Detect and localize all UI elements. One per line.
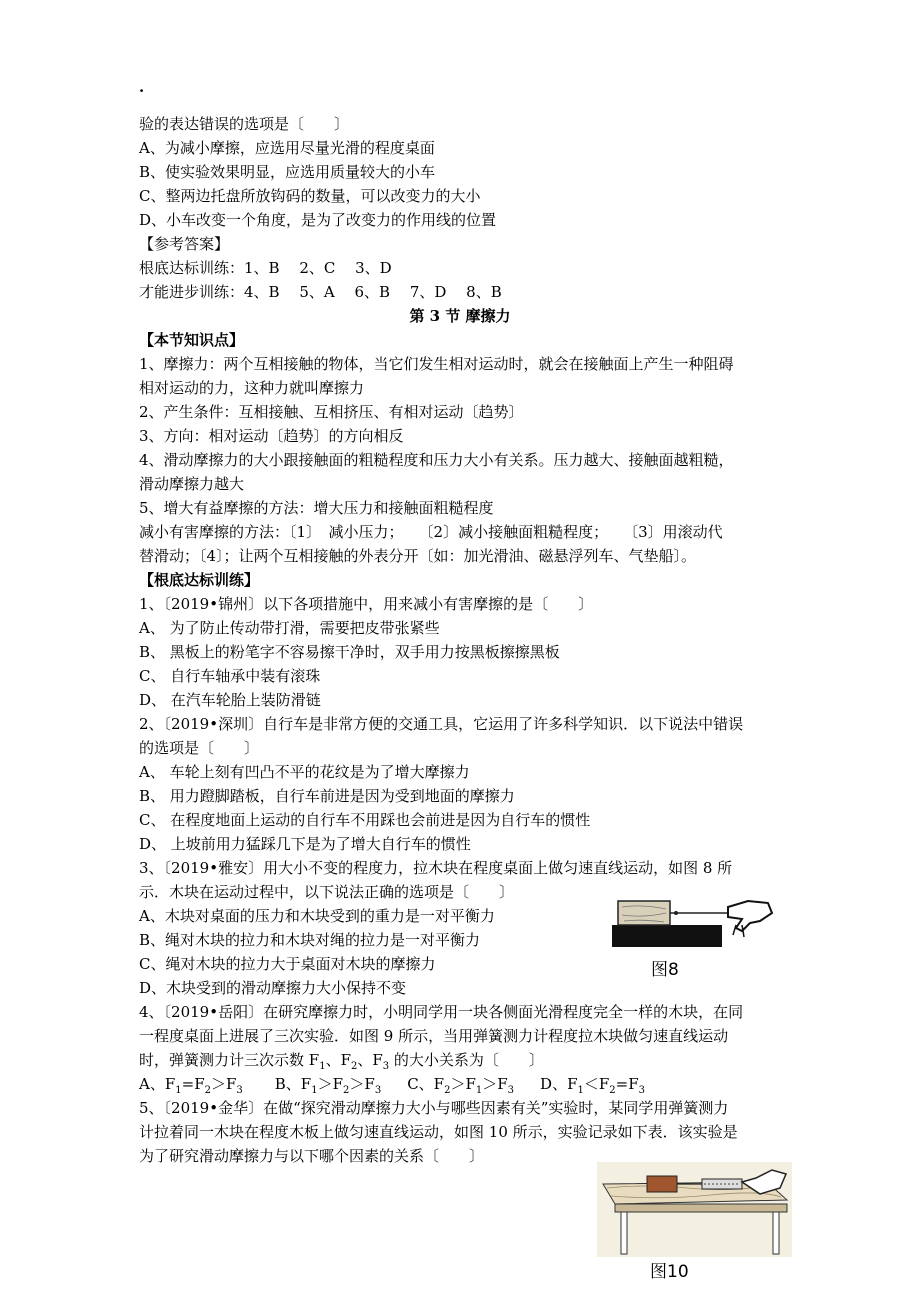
text-line: 的选项是〔 〕 xyxy=(139,739,260,757)
option-d: D、 上坡前用力猛踩几下是为了增大自行车的惯性 xyxy=(139,835,471,853)
answer-heading: 【参考答案】 xyxy=(139,235,230,253)
option-c: C、$F_2>F_1>F_3$ xyxy=(407,1075,515,1096)
option-a: A、 车轮上刻有凹凸不平的花纹是为了增大摩擦力 xyxy=(139,763,470,781)
question-2: 2、〔2019•深圳〕自行车是非常方便的交通工具，它运用了许多科学知识．以下说法中错误 xyxy=(139,715,744,733)
option-a: A、木块对桌面的压力和木块受到的重力是一对平衡力 xyxy=(139,907,495,925)
option-a: A、$F_1=F_2>F_3$ xyxy=(139,1075,243,1096)
option-a: A、为减小摩擦，应选用尽量光滑的程度桌面 xyxy=(139,139,435,157)
text-line: 相对运动的力，这种力就叫摩擦力 xyxy=(139,379,365,397)
text-line: 替滑动；〔4〕；让两个互相接触的外表分开〔如：加光滑油、磁悬浮列车、气垫船〕。 xyxy=(139,547,697,565)
question-3: 3、〔2019•雅安〕用大小不变的程度力，拉木块在程度桌面上做匀速直线运动，如图 8 所 xyxy=(139,859,733,877)
option-d: D、$F_1<F_2=F_3$ xyxy=(540,1075,646,1096)
option-d: D、木块受到的滑动摩擦力大小保持不变 xyxy=(139,979,407,997)
option-a: A、 为了防止传动带打滑，需要把皮带张紧些 xyxy=(139,619,440,637)
text-line: 验的表达错误的选项是〔 〕 xyxy=(139,115,350,133)
question-5: 5、〔2019•金华〕在做“探究滑动摩擦力大小与哪些因素有关”实验时，某同学用弹簧测力 xyxy=(139,1099,729,1117)
option-b: B、使实验效果明显，应选用质量较大的小车 xyxy=(139,163,436,181)
text-line: 为了研究滑动摩擦力与以下哪个因素的关系〔 〕 xyxy=(139,1147,485,1165)
option-d: D、 在汽车轮胎上装防滑链 xyxy=(139,691,321,709)
text-line: 4、滑动摩擦力的大小跟接触面的粗糙程度和压力大小有关系。压力越大、接触面越粗糙， xyxy=(139,451,734,469)
question-1: 1、〔2019•锦州〕以下各项措施中，用来减小有害摩擦的是〔 〕 xyxy=(139,595,594,613)
option-c: C、 在程度地面上运动的自行车不用踩也会前进是因为自行车的惯性 xyxy=(139,811,591,829)
option-d: D、小车改变一个角度，是为了改变力的作用线的位置 xyxy=(139,211,497,229)
text-line: 滑动摩擦力越大 xyxy=(139,475,245,493)
option-b: B、 用力蹬脚踏板，自行车前进是因为受到地面的摩擦力 xyxy=(139,787,515,805)
text-line: 5、增大有益摩擦的方法：增大压力和接触面粗糙程度 xyxy=(139,499,494,517)
section-title: 第 3 节 摩擦力 xyxy=(409,307,511,325)
text-line: 计拉着同一木块在程度木板上做匀速直线运动，如图 10 所示，实验记录如下表．该实验是 xyxy=(139,1123,738,1141)
answer-basic: 根底达标训练：1、B 2、C 3、D xyxy=(139,259,392,277)
knowledge-heading: 【本节知识点】 xyxy=(139,331,245,349)
basic-training-heading: 【根底达标训练】 xyxy=(139,571,260,589)
option-b: B、 黑板上的粉笔字不容易擦干净时，双手用力按黑板擦擦黑板 xyxy=(139,643,560,661)
answer-advanced: 才能进步训练：4、B 5、A 6、B 7、D 8、B xyxy=(139,283,502,301)
text-line: 示．木块在运动过程中，以下说法正确的选项是〔 〕 xyxy=(139,883,515,901)
option-c: C、整两边托盘所放钩码的数量，可以改变力的大小 xyxy=(139,187,481,205)
figure-8-image xyxy=(610,895,775,950)
text-line: 3、方向：相对运动〔趋势〕的方向相反 xyxy=(139,427,404,445)
question-4: 4、〔2019•岳阳〕在研究摩擦力时，小明同学用一块各侧面光滑程度完全一样的木块，在同 xyxy=(139,1003,744,1021)
text-line: 减小有害摩擦的方法：〔1〕 减小压力； 〔2〕减小接触面粗糙程度； 〔3〕用滚动代 xyxy=(139,523,723,541)
figure-8-caption: 图8 xyxy=(651,960,679,980)
option-c: C、绳对木块的拉力大于桌面对木块的摩擦力 xyxy=(139,955,436,973)
q4-line3: 时，弹簧测力计三次示数 $F_1$、$F_2$、$F_3$ 的大小关系为〔 〕 xyxy=(139,1051,544,1072)
option-c: C、 自行车轴承中装有滚珠 xyxy=(139,667,321,685)
option-b: B、$F_1>F_2>F_3$ xyxy=(274,1075,382,1096)
option-b: B、绳对木块的拉力和木块对绳的拉力是一对平衡力 xyxy=(139,931,481,949)
text-line: 2、产生条件：互相接触、互相挤压、有相对运动〔趋势〕 xyxy=(139,403,524,421)
figure-10-caption: 图10 xyxy=(650,1262,689,1282)
text-line: 一程度桌面上进展了三次实验．如图 9 所示，当用弹簧测力计程度拉木块做匀速直线运动 xyxy=(139,1027,729,1045)
page-dot: . xyxy=(139,78,145,96)
figure-10-image xyxy=(597,1162,792,1257)
text-line: 1、摩擦力：两个互相接触的物体，当它们发生相对运动时，就会在接触面上产生一种阻碍 xyxy=(139,355,734,373)
